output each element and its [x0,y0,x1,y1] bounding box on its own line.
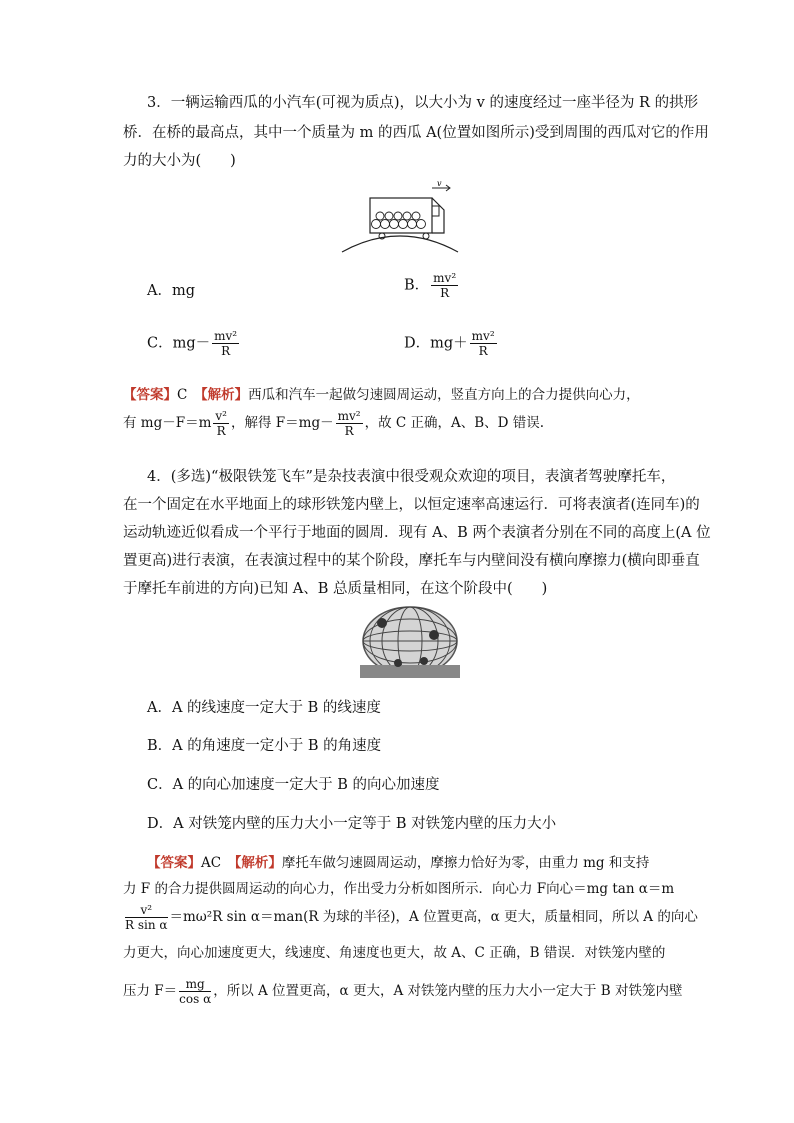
q4-answer-line4: 力更大，向心加速度更大，线速度、角速度也更大，故 A、C 正确，B 错误．对铁笼内壁的 [123,945,666,961]
q3-stem-line1: 3．一辆运输西瓜的小汽车(可视为质点)，以大小为 v 的速度经过一座半径为 R 的拱形 [147,95,699,111]
q3-stem-line3: 力的大小为( ) [123,153,236,169]
q4-answer-line3: $\frac{\text{v²}}{\text{R sin α}}$ ＝mω²R sin α＝man(R 为球的半径)，A 位置更高，α 更大，质量相同，所以 A 的向心 [125,903,698,932]
q4-answer-line2: 力 F 的合力提供圆周运动的向心力，作出受力分析如图所示．向心力 F向心＝mg tan α＝m [123,881,675,897]
q4-stem-line1: 4．(多选)“极限铁笼飞车”是杂技表演中很受观众欢迎的项目，表演者驾驶摩托车， [147,469,676,485]
q3-answer-line1: 【答案】C 【解析】西瓜和汽车一起做匀速圆周运动，竖直方向上的合力提供向心力， [123,387,640,403]
q4-stem-line3: 运动轨迹近似看成一个平行于地面的圆周．现有 A、B 两个表演者分别在不同的高度上(A 位 [123,525,711,541]
q4-answer-line1: 【答案】AC 【解析】摩托车做匀速圆周运动，摩擦力恰好为零，由重力 mg 和支持 [147,855,650,871]
q4-option-d: D．A 对铁笼内壁的压力大小一定等于 B 对铁笼内壁的压力大小 [147,816,557,832]
q4-stem-line5: 于摩托车前进的方向)已知 A、B 总质量相同，在这个阶段中( ) [123,581,548,597]
q3-answer-line2: 有 mg－F＝m $\frac{\text{v²}}{R}$ ，解得 F＝mg－ $\frac{\text{mv²}}{R}$ ，故 C 正确，A、B、D 错误. [123,409,545,438]
q4-stem-line4: 置更高)进行表演，在表演过程中的某个阶段，摩托车与内壁间没有横向摩擦力(横向即垂直 [123,553,700,569]
q4-option-b: B．A 的角速度一定小于 B 的角速度 [147,738,382,754]
q3-option-b: B． $\frac{\text{mv²}}{R}$ [404,271,457,300]
q3-option-a: A．mg [147,283,196,299]
q4-answer-line5: 压力 F＝ $\frac{mg}{\text{cos α}}$ ，所以 A 位置更高，α 更大，A 对铁笼内壁的压力大小一定大于 B 对铁笼内壁 [123,977,683,1006]
q3-stem-line2: 桥．在桥的最高点，其中一个质量为 m 的西瓜 A(位置如图所示)受到周围的西瓜对它的作用 [123,125,709,141]
velocity-label: v [437,180,442,188]
iron-cage-photo [360,603,460,678]
q4-stem-line2: 在一个固定在水平地面上的球形铁笼内壁上，以恒定速率高速运行．可将表演者(连同车)的 [123,497,700,513]
truck-bridge-figure [340,180,460,255]
q4-option-c: C．A 的向心加速度一定大于 B 的向心加速度 [147,777,440,793]
q4-option-a: A．A 的线速度一定大于 B 的线速度 [147,700,381,716]
q3-option-d: D．mg＋ $\frac{\text{mv²}}{R}$ [404,329,495,358]
q3-option-c: C．mg－ $\frac{\text{mv²}}{R}$ [147,329,238,358]
